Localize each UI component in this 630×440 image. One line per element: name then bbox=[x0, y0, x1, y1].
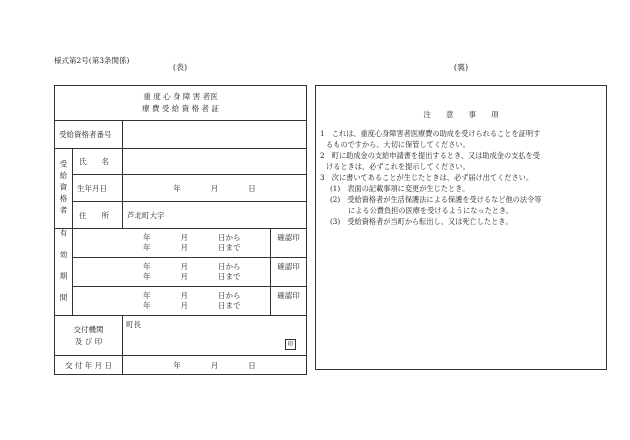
form-number: 様式第2号(第3条関係) bbox=[54, 56, 130, 65]
notes-title: 注 意 事 項 bbox=[423, 110, 499, 119]
address-row bbox=[55, 202, 307, 229]
cert-number-label: 受給資格者番号 bbox=[55, 121, 123, 149]
address-label: 住 所 bbox=[73, 202, 123, 229]
front-side-label: (表) bbox=[172, 63, 188, 72]
issuer-label-line-2: 及 び 印 bbox=[74, 336, 103, 346]
note-line-2: るものですから、大切に保管してください。 bbox=[326, 140, 470, 149]
issuer-row bbox=[55, 316, 307, 356]
title-line-1: 重 度 心 身 障 害 者医 bbox=[143, 92, 218, 101]
validity-label-text: 有効期間 bbox=[59, 229, 68, 315]
validity-to-3: 年 月 日まで bbox=[143, 301, 241, 310]
issue-date-label: 交 付 年 月 日 bbox=[55, 356, 123, 375]
validity-row-3 bbox=[55, 287, 307, 316]
validity-period-1[interactable] bbox=[73, 229, 271, 258]
validity-label bbox=[55, 229, 73, 316]
confirm-seal-3[interactable]: 確認印 bbox=[271, 287, 307, 316]
certificate-title bbox=[55, 86, 307, 121]
issuer-value: 町長 bbox=[126, 320, 141, 329]
name-label: 氏 名 bbox=[73, 149, 123, 175]
recipient-label-text: 受給資格者 bbox=[59, 159, 68, 218]
address-field[interactable]: 芦北町大字 bbox=[123, 202, 307, 229]
recipient-label bbox=[55, 149, 73, 229]
note-line-8: による公費負担の医療を受けるようになったとき。 bbox=[348, 206, 514, 215]
note-line-1: 1 これは、重度心身障害者医療費の助成を受けられることを証明す bbox=[320, 129, 541, 138]
official-seal-mark: 印 bbox=[285, 339, 296, 350]
validity-period-2[interactable] bbox=[73, 258, 271, 287]
birth-field[interactable]: 年 月 日 bbox=[123, 175, 307, 202]
birth-label: 生年月日 bbox=[73, 175, 123, 202]
title-row bbox=[55, 86, 307, 121]
note-line-9: (3) 受給資格者が当町から転出し、又は死亡したとき。 bbox=[330, 217, 513, 226]
issue-date-row bbox=[55, 356, 307, 375]
validity-from-1: 年 月 日から bbox=[143, 233, 241, 242]
cert-number-row bbox=[55, 121, 307, 149]
issuer-label-line-1: 交付機関 bbox=[73, 324, 104, 334]
cert-number-field[interactable] bbox=[123, 121, 307, 149]
validity-row-2 bbox=[55, 258, 307, 287]
back-notes-panel bbox=[315, 85, 607, 370]
title-line-2: 療 費 受 給 資 格 者 証 bbox=[142, 104, 219, 113]
validity-row-1 bbox=[55, 229, 307, 258]
validity-period-3[interactable] bbox=[73, 287, 271, 316]
note-line-3: 2 町に助成金の支給申請書を提出するとき、又は助成金の支払を受 bbox=[320, 151, 540, 160]
birth-row bbox=[55, 175, 307, 202]
note-line-4: けるときは、必ずこれを提示してください。 bbox=[326, 162, 470, 171]
confirm-seal-1[interactable]: 確認印 bbox=[271, 229, 307, 258]
note-line-6: (1) 表面の記載事項に変更が生じたとき。 bbox=[330, 184, 470, 193]
validity-from-3: 年 月 日から bbox=[143, 291, 241, 300]
validity-to-2: 年 月 日まで bbox=[143, 272, 241, 281]
name-row bbox=[55, 149, 307, 175]
validity-from-2: 年 月 日から bbox=[143, 262, 241, 271]
confirm-seal-2[interactable]: 確認印 bbox=[271, 258, 307, 287]
note-line-7: (2) 受給資格者が生活保護法による保護を受けるなど他の法令等 bbox=[330, 195, 542, 204]
issue-date-field[interactable]: 年 月 日 bbox=[123, 356, 307, 375]
note-line-5: 3 次に書いてあることが生じたときは、必ず届け出てください。 bbox=[320, 173, 534, 182]
front-certificate-table bbox=[54, 85, 307, 375]
issuer-label bbox=[55, 316, 123, 356]
issuer-field[interactable] bbox=[123, 316, 307, 356]
validity-to-1: 年 月 日まで bbox=[143, 243, 241, 252]
name-field[interactable] bbox=[123, 149, 307, 175]
back-side-label: (裏) bbox=[453, 63, 469, 72]
